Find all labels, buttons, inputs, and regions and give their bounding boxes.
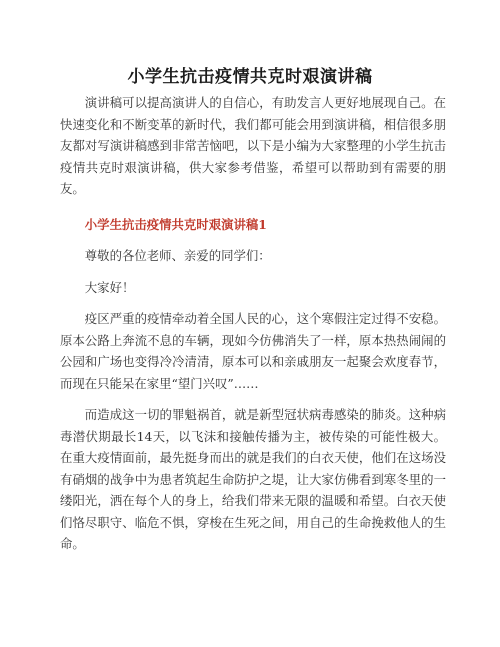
body-paragraph-2: 而造成这一切的罪魁祸首，就是新型冠状病毒感染的肺炎。这种病毒潜伏期最长14天，以飞沫和接触传播为主，被传染的可能性极大。在重大疫情面前，最先挺身而出的就是我们的白衣天使，他们在这场没有硝烟的战争中为患者筑起生命防护之堤，让大家仿佛看到寒冬里的一缕阳光，洒在每个人的身上，给我们带来无限的温暖和希望。白衣天使们恪尽职守、临危不惧，穿梭在生死之间，用自己的生命挽救他人的生命。 bbox=[60, 407, 446, 551]
salutation: 尊敬的各位老师、亲爱的同学们： bbox=[84, 248, 271, 263]
greeting: 大家好！ bbox=[84, 279, 135, 295]
intro-paragraph: 演讲稿可以提高演讲人的自信心，有助发言人更好地展现自己。在快速变化和不断变革的新时代，我们都可能会用到演讲稿，相信很多朋友都对写演讲稿感到非常苦恼吧，以下是小编为大家整理的小学生抗击疫情共克时艰演讲稿，供大家参考借鉴，希望可以帮助到有需要的朋友。 bbox=[60, 95, 446, 196]
page-title: 小学生抗击疫情共克时艰演讲稿 bbox=[127, 67, 373, 87]
body-paragraph-1: 疫区严重的疫情牵动着全国人民的心，这个寒假注定过得不安稳。原本公路上奔流不息的车辆，现如今仿佛消失了一样，原本热热闹闹的公园和广场也变得冷冷清清，原本可以和亲戚朋友一起聚会欢度春节，而现在只能呆在家里“望门兴叹”…… bbox=[60, 311, 446, 391]
section-heading: 小学生抗击疫情共克时艰演讲稿1 bbox=[84, 216, 267, 232]
document-body bbox=[60, 92, 446, 555]
